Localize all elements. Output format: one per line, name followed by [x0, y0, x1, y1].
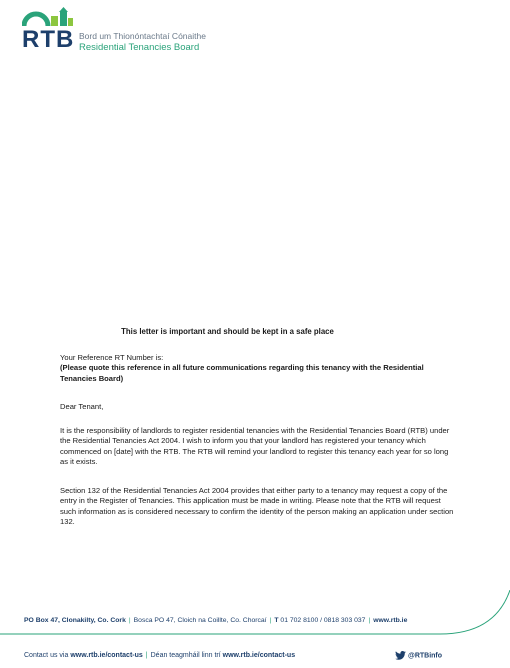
paragraph-section-132 [60, 486, 455, 527]
contact-link[interactable]: www.rtb.ie/contact-us [70, 652, 143, 659]
contact-irish-text: Déan teagmháil linn trí [150, 652, 221, 659]
phone: 01 702 8100 / 0818 303 037 [280, 617, 366, 624]
bosca: Bosca PO 47, Cloich na Coillte, Co. Chorcaí [133, 617, 267, 624]
po-box: PO Box 47, Clonakilty, Co. Cork [24, 617, 126, 624]
rtb-logo [22, 6, 212, 52]
reference-note: (Please quote this reference in all future communications regarding this tenancy with the Residential Tenancies Board) [60, 363, 424, 383]
house-arch-icon [22, 6, 74, 28]
paragraph-1-text: It is the responsibility of landlords to register residential tenancies with the Residential Tenancies Board (RTB) under the Residential Tenancies Act 2004. I wish to inform you that your landlord has registered your tenancy which commenced on [date] with the RTB. The RTB will remind your landlord to register this tenancy each year for so long as it exists. [60, 426, 450, 466]
logo-irish-name: Bord um Thionóntachtaí Cónaithe [79, 31, 206, 41]
footer-address [24, 617, 494, 624]
separator: | [368, 617, 371, 624]
footer-contact [24, 652, 295, 659]
greeting [60, 402, 455, 412]
twitter-bird-icon [395, 651, 406, 660]
paragraph-registration [60, 426, 455, 467]
contact-irish-link[interactable]: www.rtb.ie/contact-us [222, 652, 296, 659]
important-notice: This letter is important and should be kept in a safe place [121, 327, 334, 336]
reference-block [60, 353, 455, 384]
twitter-text: @RTBinfo [408, 652, 443, 660]
separator: | [145, 652, 148, 659]
phone-label: T [274, 617, 279, 624]
website-link[interactable]: www.rtb.ie [373, 617, 408, 624]
reference-label: Your Reference RT Number is: [60, 353, 164, 362]
contact-text: Contact us via [24, 652, 69, 659]
twitter-handle[interactable] [395, 651, 442, 660]
separator: | [269, 617, 272, 624]
greeting-text: Dear Tenant, [60, 402, 104, 411]
logo-abbrev: RTB [22, 26, 75, 53]
logo-english-name: Residential Tenancies Board [79, 42, 200, 53]
paragraph-2-text: Section 132 of the Residential Tenancies Act 2004 provides that either party to a tenancy may request a copy of the entry in the Register of Tenancies. This application must be made in writing. Please note that the RTB will request such information as is considered necessary to confirm the identity of the person making an application under section 132. [60, 486, 454, 526]
separator: | [128, 617, 131, 624]
